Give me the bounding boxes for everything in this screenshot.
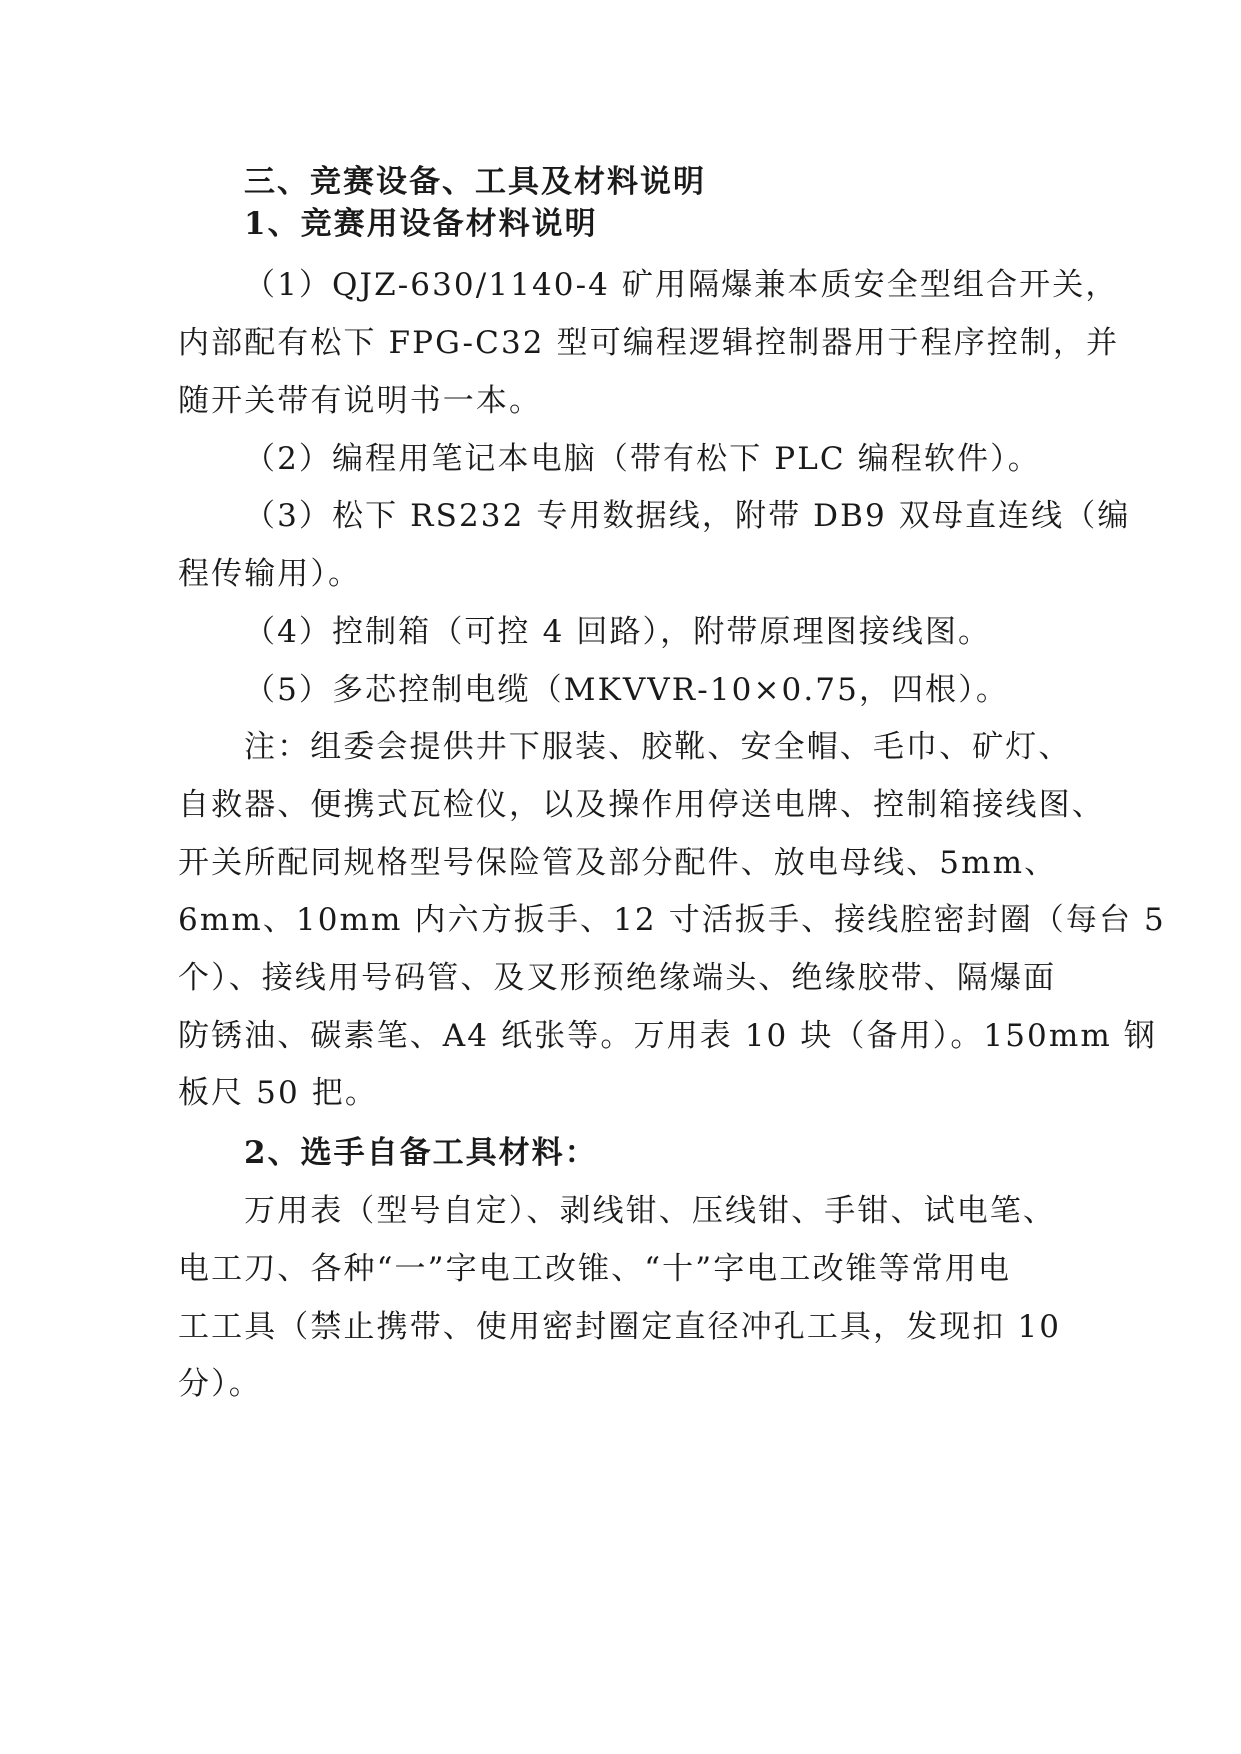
- note-line-1: 注：组委会提供井下服装、胶靴、安全帽、毛巾、矿灯、: [244, 729, 1072, 765]
- item4-line: （4）控制箱（可控 4 回路），附带原理图接线图。: [244, 614, 992, 650]
- subsection-heading-equipment: 1、竞赛用设备材料说明: [244, 206, 598, 242]
- note-line-3: 开关所配同规格型号保险管及部分配件、放电母线、5mm、: [178, 845, 1058, 881]
- note-line-4: 6mm、10mm 内六方扳手、12 寸活扳手、接线腔密封圈（每台 5: [178, 902, 1166, 938]
- tools-line-3: 工工具（禁止携带、使用密封圈定直径冲孔工具，发现扣 10: [178, 1309, 1062, 1345]
- note-line-5: 个）、接线用号码管、及叉形预绝缘端头、绝缘胶带、隔爆面: [178, 960, 1057, 996]
- tools-line-2: 电工刀、各种“一”字电工改锥、“十”字电工改锥等常用电: [178, 1251, 1012, 1287]
- item2-line: （2）编程用笔记本电脑（带有松下 PLC 编程软件）。: [244, 441, 1041, 477]
- note-line-6: 防锈油、碳素笔、A4 纸张等。万用表 10 块（备用）。150mm 钢: [178, 1018, 1157, 1054]
- item3-line-1: （3）松下 RS232 专用数据线，附带 DB9 双母直连线（编: [244, 498, 1131, 534]
- item5-line: （5）多芯控制电缆（MKVVR-10×0.75，四根）。: [244, 672, 1009, 708]
- item1-line-1: （1）QJZ-630/1140-4 矿用隔爆兼本质安全型组合开关，: [244, 267, 1119, 303]
- tools-line-1: 万用表（型号自定）、剥线钳、压线钳、手钳、试电笔、: [244, 1193, 1056, 1229]
- note-line-2: 自救器、便携式瓦检仪，以及操作用停送电牌、控制箱接线图、: [178, 787, 1105, 823]
- tools-line-4: 分）。: [178, 1366, 262, 1402]
- note-line-7: 板尺 50 把。: [178, 1075, 378, 1111]
- item3-line-2: 程传输用）。: [178, 556, 362, 592]
- section-heading: 三、竞赛设备、工具及材料说明: [244, 164, 706, 200]
- item1-line-2: 内部配有松下 FPG-C32 型可编程逻辑控制器用于程序控制，并: [178, 325, 1120, 361]
- item1-line-3: 随开关带有说明书一本。: [178, 383, 543, 419]
- subsection-heading-own-tools: 2、选手自备工具材料：: [244, 1135, 598, 1171]
